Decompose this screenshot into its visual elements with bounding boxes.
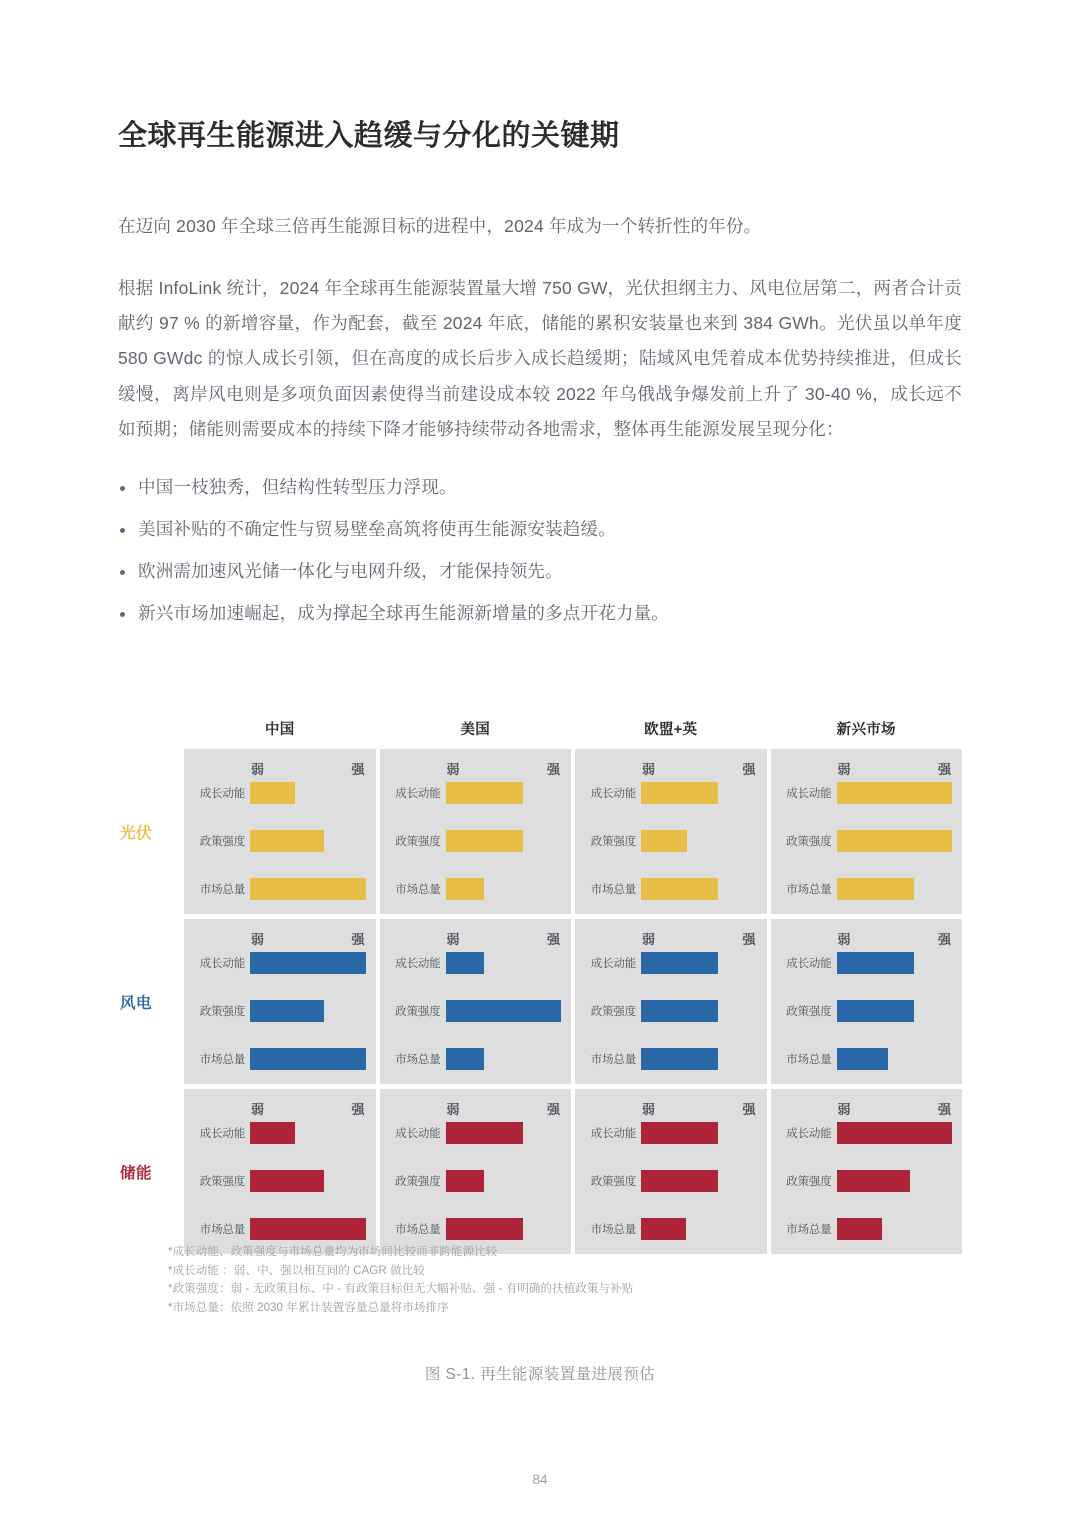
- chart-metric-row: [585, 1170, 757, 1192]
- chart-bar: [837, 1000, 914, 1022]
- chart-bar-track: [641, 1122, 757, 1144]
- chart-bar-track: [837, 1048, 953, 1070]
- chart-metric-row: [585, 830, 757, 852]
- chart-panel: [575, 919, 767, 1084]
- figure-chart: [118, 718, 962, 1254]
- list-item: 新兴市场加速崛起，成为撑起全球再生能源新增量的多点开花力量。: [118, 599, 962, 627]
- chart-column-header: 新兴市场: [836, 722, 896, 738]
- chart-metric-label: 成长动能: [786, 1128, 832, 1140]
- chart-metric-row: [585, 1000, 757, 1022]
- chart-panel: [184, 749, 376, 914]
- chart-bar: [446, 1218, 523, 1240]
- chart-bar-track: [250, 1048, 366, 1070]
- chart-metric-label: 政策强度: [590, 836, 636, 848]
- chart-metric-label: 成长动能: [590, 958, 636, 970]
- chart-scale-row: [390, 759, 562, 782]
- chart-bar: [641, 1170, 718, 1192]
- chart-bar: [837, 1170, 911, 1192]
- chart-metric-label: 成长动能: [590, 788, 636, 800]
- chart-bar: [250, 1048, 366, 1070]
- chart-corner-spacer: [118, 718, 180, 749]
- scale-label-weak: 弱: [446, 932, 460, 947]
- chart-metric-row: [781, 1122, 953, 1144]
- chart-metric-label: 市场总量: [786, 1224, 832, 1236]
- chart-bar-track: [837, 1122, 953, 1144]
- chart-metric-row: [390, 1218, 562, 1240]
- footnote: *成长动能、政策强度与市场总量均为市场间比较而非跨能源比较: [168, 1246, 498, 1258]
- chart-bar: [250, 1170, 324, 1192]
- chart-panel: [184, 919, 376, 1084]
- chart-panel: [771, 1089, 963, 1254]
- chart-column-header: 美国: [460, 722, 491, 738]
- chart-bar-track: [446, 1048, 562, 1070]
- chart-bar-track: [446, 1170, 562, 1192]
- chart-scale-row: [585, 759, 757, 782]
- scale-label-weak: 弱: [446, 762, 460, 777]
- chart-bar: [641, 1218, 686, 1240]
- chart-metric-label: 市场总量: [199, 1224, 245, 1236]
- chart-metric-label: 政策强度: [199, 836, 245, 848]
- scale-label-weak: 弱: [251, 762, 265, 777]
- chart-panel: [771, 749, 963, 914]
- chart-metric-row: [781, 952, 953, 974]
- chart-bar-track: [250, 1218, 366, 1240]
- list-item: 欧洲需加速风光储一体化与电网升级，才能保持领先。: [118, 557, 962, 585]
- chart-bar-track: [641, 1170, 757, 1192]
- chart-bar-track: [837, 1170, 953, 1192]
- chart-panel: [380, 1089, 572, 1254]
- chart-bar: [837, 878, 914, 900]
- chart-bar-track: [250, 952, 366, 974]
- chart-metric-label: 政策强度: [395, 1176, 441, 1188]
- chart-bar: [446, 1000, 562, 1022]
- scale-label-weak: 弱: [642, 762, 656, 777]
- chart-metric-row: [781, 1170, 953, 1192]
- chart-scale-row: [585, 1099, 757, 1122]
- chart-bar-track: [446, 1000, 562, 1022]
- chart-metric-label: 政策强度: [786, 1176, 832, 1188]
- chart-metric-row: [781, 1000, 953, 1022]
- chart-bar: [250, 782, 295, 804]
- chart-metric-label: 市场总量: [590, 1054, 636, 1066]
- chart-bar: [641, 830, 687, 852]
- list-item: 中国一枝独秀，但结构性转型压力浮现。: [118, 473, 962, 501]
- chart-bar-track: [446, 878, 562, 900]
- chart-scale-row: [390, 1099, 562, 1122]
- chart-bar-track: [837, 952, 953, 974]
- chart-metric-row: [390, 782, 562, 804]
- chart-metric-row: [390, 1048, 562, 1070]
- chart-metric-row: [390, 1000, 562, 1022]
- chart-bar-track: [641, 830, 757, 852]
- chart-grid: [118, 718, 962, 1254]
- chart-bar-track: [837, 782, 953, 804]
- chart-bar: [250, 878, 366, 900]
- chart-bar: [641, 1048, 718, 1070]
- chart-bar-track: [446, 782, 562, 804]
- chart-metric-label: 成长动能: [199, 1128, 245, 1140]
- chart-metric-row: [585, 878, 757, 900]
- scale-label-strong: 强: [546, 762, 560, 777]
- chart-metric-row: [390, 1170, 562, 1192]
- chart-panel: [380, 919, 572, 1084]
- chart-metric-label: 成长动能: [395, 788, 441, 800]
- chart-metric-label: 市场总量: [395, 1224, 441, 1236]
- lead-paragraph: 在迈向 2030 年全球三倍再生能源目标的进程中，2024 年成为一个转折性的年份。: [118, 215, 762, 236]
- scale-label-weak: 弱: [251, 1102, 265, 1117]
- scale-label-strong: 强: [546, 932, 560, 947]
- chart-bar: [641, 952, 718, 974]
- list-item: 美国补贴的不确定性与贸易壁垒高筑将使再生能源安装趋缓。: [118, 515, 962, 543]
- chart-bar: [250, 1218, 366, 1240]
- chart-bar: [446, 878, 484, 900]
- chart-metric-label: 政策强度: [786, 836, 832, 848]
- chart-bar-track: [837, 830, 953, 852]
- chart-metric-label: 市场总量: [395, 884, 441, 896]
- chart-metric-label: 市场总量: [786, 884, 832, 896]
- chart-metric-row: [194, 878, 366, 900]
- chart-bar: [250, 1000, 324, 1022]
- chart-metric-row: [585, 782, 757, 804]
- chart-panel: [184, 1089, 376, 1254]
- chart-metric-label: 成长动能: [395, 1128, 441, 1140]
- chart-metric-row: [585, 952, 757, 974]
- scale-label-strong: 强: [351, 932, 365, 947]
- chart-bar: [250, 952, 366, 974]
- chart-metric-label: 成长动能: [199, 788, 245, 800]
- scale-label-weak: 弱: [642, 932, 656, 947]
- scale-label-strong: 强: [351, 762, 365, 777]
- chart-bar-track: [641, 1218, 757, 1240]
- chart-scale-row: [390, 929, 562, 952]
- chart-metric-row: [585, 1122, 757, 1144]
- chart-bar: [837, 952, 914, 974]
- chart-bar: [250, 1122, 295, 1144]
- chart-bar-track: [837, 878, 953, 900]
- chart-metric-label: 市场总量: [395, 1054, 441, 1066]
- chart-bar: [641, 782, 718, 804]
- chart-bar-track: [446, 952, 562, 974]
- chart-bar: [446, 782, 523, 804]
- scale-label-weak: 弱: [251, 932, 265, 947]
- chart-bar: [446, 1170, 484, 1192]
- chart-bar-track: [250, 830, 366, 852]
- chart-bar-track: [446, 1122, 562, 1144]
- chart-metric-label: 市场总量: [590, 884, 636, 896]
- chart-scale-row: [781, 929, 953, 952]
- body-paragraph: 根据 InfoLink 统计，2024 年全球再生能源装置量大增 750 GW，光伏担纲主力、风电位居第二，两者合计贡献约 97 % 的新增容量，作为配套，截至 2024 年底，储能的累积安装量也来到 384 GWh。光伏虽以单年度 580 GWdc 的惊人成长引领，但在高度的成长后步入成长趋缓期；陆域风电凭着成本优势持续推进，但成长缓慢，离岸风电则是多项负面因素使得当前建设成本较 2022 年乌俄战争爆发前上升了 30-40 %，成长远不如预期；储能则需要成本的持续下降才能够持续带动各地需求，整体再生能源发展呈现分化：: [118, 277, 962, 439]
- chart-bar: [837, 830, 953, 852]
- chart-metric-label: 政策强度: [590, 1006, 636, 1018]
- scale-label-strong: 强: [937, 1102, 951, 1117]
- chart-column-header: 欧盟+英: [644, 722, 698, 738]
- chart-metric-row: [194, 1122, 366, 1144]
- scale-label-strong: 强: [742, 1102, 756, 1117]
- chart-scale-row: [194, 929, 366, 952]
- chart-metric-label: 政策强度: [199, 1006, 245, 1018]
- chart-metric-label: 成长动能: [786, 958, 832, 970]
- chart-metric-row: [194, 830, 366, 852]
- chart-metric-row: [194, 1218, 366, 1240]
- chart-metric-label: 市场总量: [590, 1224, 636, 1236]
- footnote: *市场总量：依照 2030 年累计装置容量总量将市场排序: [168, 1301, 449, 1314]
- chart-bar-track: [641, 952, 757, 974]
- chart-metric-row: [781, 1218, 953, 1240]
- chart-bar-track: [837, 1000, 953, 1022]
- chart-metric-label: 政策强度: [395, 836, 441, 848]
- chart-bar: [837, 1048, 889, 1070]
- chart-metric-row: [781, 830, 953, 852]
- chart-bar: [250, 830, 324, 852]
- chart-footnotes: [168, 1243, 868, 1318]
- chart-bar-track: [250, 782, 366, 804]
- footnote: *政策强度：弱 - 无政策目标、中 - 有政策目标但无大幅补贴、强 - 有明确的扶植政策与补贴: [168, 1283, 634, 1296]
- chart-metric-row: [781, 1048, 953, 1070]
- chart-bar-track: [250, 1000, 366, 1022]
- chart-metric-row: [390, 830, 562, 852]
- chart-metric-row: [781, 878, 953, 900]
- chart-metric-label: 政策强度: [199, 1176, 245, 1188]
- scale-label-strong: 强: [742, 762, 756, 777]
- scale-label-strong: 强: [937, 762, 951, 777]
- chart-bar-track: [446, 1218, 562, 1240]
- bullet-list: [118, 447, 962, 627]
- chart-metric-label: 成长动能: [199, 958, 245, 970]
- chart-metric-label: 成长动能: [786, 788, 832, 800]
- chart-column-header: 中国: [264, 722, 295, 738]
- chart-metric-row: [194, 1000, 366, 1022]
- footnote: *成长动能 ：弱、中、强以相互间的 CAGR 做比较: [168, 1264, 425, 1277]
- chart-metric-label: 政策强度: [786, 1006, 832, 1018]
- scale-label-strong: 强: [546, 1102, 560, 1117]
- chart-bar-track: [250, 878, 366, 900]
- chart-metric-row: [194, 1048, 366, 1070]
- chart-bar-track: [641, 1000, 757, 1022]
- chart-scale-row: [781, 759, 953, 782]
- chart-metric-row: [390, 952, 562, 974]
- chart-panel: [771, 919, 963, 1084]
- scale-label-weak: 弱: [837, 1102, 851, 1117]
- chart-metric-label: 市场总量: [199, 1054, 245, 1066]
- chart-bar-track: [641, 782, 757, 804]
- page-number: 84: [532, 1472, 548, 1487]
- scale-label-strong: 强: [742, 932, 756, 947]
- chart-bar-track: [837, 1218, 953, 1240]
- chart-scale-row: [194, 1099, 366, 1122]
- chart-bar: [641, 1000, 718, 1022]
- scale-label-strong: 强: [351, 1102, 365, 1117]
- chart-metric-label: 成长动能: [395, 958, 441, 970]
- chart-bar: [837, 1218, 882, 1240]
- chart-scale-row: [194, 759, 366, 782]
- page-title: 全球再生能源进入趋缓与分化的关键期: [118, 120, 620, 152]
- chart-metric-label: 成长动能: [590, 1128, 636, 1140]
- scale-label-weak: 弱: [446, 1102, 460, 1117]
- chart-bar-track: [641, 878, 757, 900]
- chart-metric-row: [390, 878, 562, 900]
- chart-bar: [446, 830, 523, 852]
- scale-label-strong: 强: [937, 932, 951, 947]
- chart-metric-row: [585, 1218, 757, 1240]
- chart-bar: [446, 1048, 484, 1070]
- chart-bar-track: [446, 830, 562, 852]
- chart-row-label: 光伏: [120, 824, 153, 842]
- chart-metric-row: [194, 1170, 366, 1192]
- chart-bar-track: [641, 1048, 757, 1070]
- chart-bar: [837, 1122, 953, 1144]
- chart-metric-row: [194, 952, 366, 974]
- chart-panel: [575, 749, 767, 914]
- chart-row-label: 风电: [120, 994, 153, 1012]
- scale-label-weak: 弱: [642, 1102, 656, 1117]
- chart-bar-track: [250, 1170, 366, 1192]
- chart-metric-row: [194, 782, 366, 804]
- chart-bar: [837, 782, 953, 804]
- chart-metric-row: [781, 782, 953, 804]
- chart-bar: [446, 1122, 523, 1144]
- chart-metric-label: 市场总量: [199, 884, 245, 896]
- chart-row-label: 储能: [120, 1164, 153, 1182]
- scale-label-weak: 弱: [837, 932, 851, 947]
- chart-bar: [641, 1122, 718, 1144]
- chart-metric-label: 政策强度: [590, 1176, 636, 1188]
- scale-label-weak: 弱: [837, 762, 851, 777]
- chart-bar-track: [250, 1122, 366, 1144]
- chart-metric-row: [390, 1122, 562, 1144]
- figure-caption: 图 S-1. 再生能源装置量进展预估: [424, 1366, 656, 1383]
- chart-bar: [446, 952, 484, 974]
- chart-metric-row: [585, 1048, 757, 1070]
- chart-bar: [641, 878, 718, 900]
- chart-metric-label: 市场总量: [786, 1054, 832, 1066]
- chart-scale-row: [781, 1099, 953, 1122]
- chart-panel: [380, 749, 572, 914]
- chart-scale-row: [585, 929, 757, 952]
- chart-panel: [575, 1089, 767, 1254]
- chart-metric-label: 政策强度: [395, 1006, 441, 1018]
